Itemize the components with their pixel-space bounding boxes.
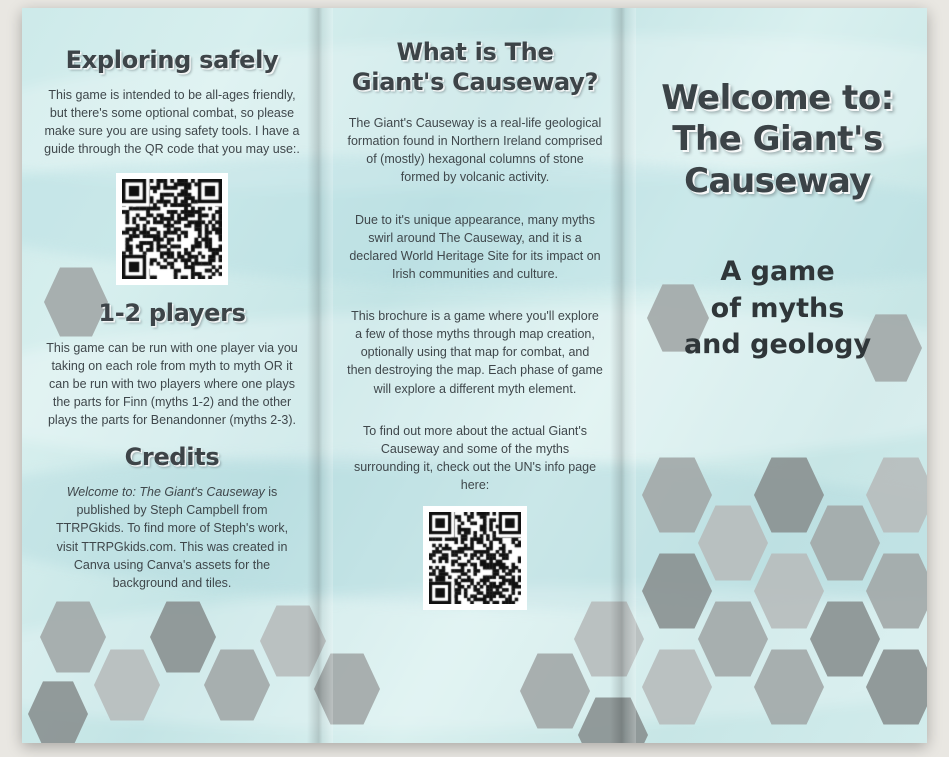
brochure-subtitle xyxy=(646,254,909,363)
panel-left xyxy=(22,8,322,743)
heading-credits: Credits xyxy=(124,443,220,472)
brochure-canvas xyxy=(22,8,927,743)
title-line-1: Welcome to: xyxy=(661,78,894,118)
heading-what-is-line2: Giant's Causeway? xyxy=(351,68,599,96)
un-info-page-qr-code[interactable] xyxy=(423,506,527,610)
title-line-3: Causeway xyxy=(684,160,871,201)
text-paragraph-3: This brochure is a game where you'll explore a few of those myths through map creation, optionally using that map for combat, and then destroying the map. Each phase of game will explore a different myth element. xyxy=(347,309,603,396)
panel-middle xyxy=(325,8,625,743)
heading-what-is-line1: What is The xyxy=(396,38,554,66)
safety-tools-qr-code[interactable] xyxy=(116,173,228,285)
text-paragraph-2: Due to it's unique appearance, many myths swirl around The Causeway, and it is a declared World Heritage Site for its impact on Irish communities and culture. xyxy=(349,212,601,281)
title-line-2: The Giant's xyxy=(672,119,883,160)
subtitle-line-3: and geology xyxy=(683,329,872,361)
subtitle-line-1: A game xyxy=(720,256,835,288)
panel-right xyxy=(628,8,927,743)
heading-exploring-safely: Exploring safely xyxy=(65,46,279,74)
text-exploring-safely: This game is intended to be all-ages friendly, but there's some optional combat, so please make sure you are using safety tools. I have a guide through the QR code that you may use:. xyxy=(44,88,300,157)
credits-title-italic: Welcome to: The Giant's Causeway xyxy=(66,485,265,500)
text-players: This game can be run with one player via you taking on each role from myth to myth OR it can be run with two players where one plays the parts for Finn (myths 1-2) and the other plays the parts for Benandonner (myths 2-3). xyxy=(46,340,298,427)
credits-rest: is published by Steph Campbell from TTRPGkids. To find more of Steph's work, visit TTRPGkids.com. This was created in Canva using Canva's assets for the background and tiles. xyxy=(55,485,289,590)
brochure-title xyxy=(646,78,909,202)
heading-players: 1-2 players xyxy=(98,298,246,327)
text-credits xyxy=(44,483,300,592)
text-paragraph-4: To find out more about the actual Giant's Causeway and some of the myths surrounding it, check out the UN's info page here: xyxy=(353,423,597,492)
subtitle-line-2: of myths xyxy=(710,292,845,324)
text-paragraph-1: The Giant's Causeway is a real-life geological formation found in Northern Ireland comprised of (mostly) hexagonal columns of stone formed by volcanic activity. xyxy=(347,116,603,185)
